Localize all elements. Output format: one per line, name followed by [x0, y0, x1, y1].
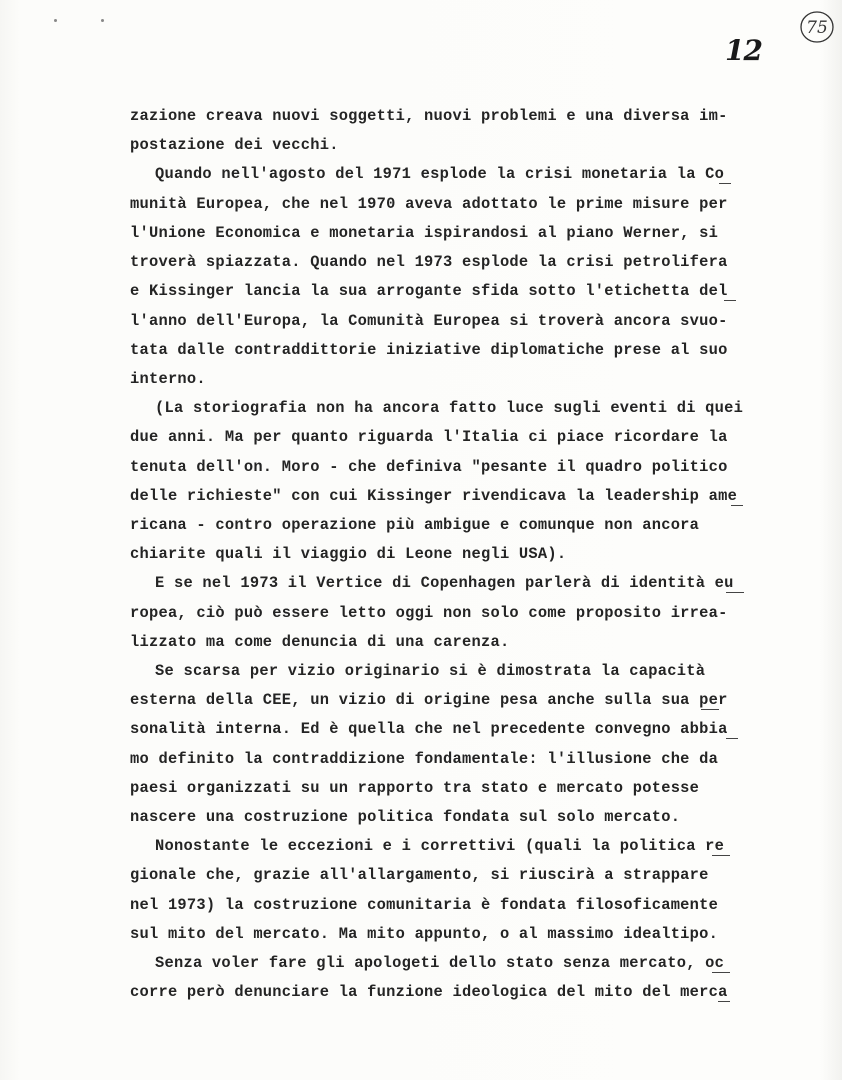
underline-mark: [712, 972, 730, 973]
text-line: troverà spiazzata. Quando nel 1973 esplode la crisi petrolifera: [130, 253, 728, 271]
text-line: postazione dei vecchi.: [130, 136, 339, 154]
scan-speck: [54, 19, 57, 22]
text-line: tenuta dell'on. Moro - che definiva "pesante il quadro politico: [130, 458, 728, 476]
text-line: chiarite quali il viaggio di Leone negli USA).: [130, 545, 567, 563]
underline-mark: [726, 592, 744, 593]
text-line: ropea, ciò può essere letto oggi non solo come proposito irrea-: [130, 604, 728, 622]
text-line: ricana - contro operazione più ambigue e comunque non ancora: [130, 516, 700, 534]
underline-mark: [712, 855, 730, 856]
text-line: sonalità interna. Ed è quella che nel precedente convegno abbia: [130, 720, 728, 738]
text-line: gionale che, grazie all'allargamento, si riuscirà a strappare: [130, 866, 709, 884]
text-line: Nonostante le eccezioni e i correttivi (quali la politica re: [155, 837, 725, 855]
underline-mark: [718, 1001, 730, 1002]
archive-stamp-circle: [798, 8, 836, 46]
text-line: nel 1973) la costruzione comunitaria è fondata filosoficamente: [130, 896, 719, 914]
underline-mark: [726, 738, 738, 739]
text-line: e Kissinger lancia la sua arrogante sfida sotto l'etichetta del: [130, 282, 728, 300]
text-line: l'anno dell'Europa, la Comunità Europea si troverà ancora svuo-: [130, 312, 728, 330]
underline-mark: [731, 505, 743, 506]
text-line: zazione creava nuovi soggetti, nuovi problemi e una diversa im-: [130, 107, 728, 125]
text-line: delle richieste" con cui Kissinger rivendicava la leadership ame: [130, 487, 738, 505]
text-line: (La storiografia non ha ancora fatto luce sugli eventi di quei: [155, 399, 744, 417]
scan-speck: [101, 19, 104, 22]
text-line: E se nel 1973 il Vertice di Copenhagen parlerà di identità eu: [155, 574, 734, 592]
text-line: Senza voler fare gli apologeti dello stato senza mercato, oc: [155, 954, 725, 972]
text-line: l'Unione Economica e monetaria ispirandosi al piano Werner, si: [130, 224, 719, 242]
page-number: 12: [725, 34, 762, 67]
text-line: sul mito del mercato. Ma mito appunto, o al massimo idealtipo.: [130, 925, 719, 943]
text-line: due anni. Ma per quanto riguarda l'Italia ci piace ricordare la: [130, 428, 728, 446]
underline-mark: [719, 183, 731, 184]
underline-mark: [701, 709, 719, 710]
text-line: Se scarsa per vizio originario si è dimostrata la capacità: [155, 662, 706, 680]
text-line: Quando nell'agosto del 1971 esplode la crisi monetaria la Co: [155, 165, 725, 183]
text-line: paesi organizzati su un rapporto tra stato e mercato potesse: [130, 779, 700, 797]
text-line: munità Europea, che nel 1970 aveva adottato le prime misure per: [130, 195, 728, 213]
text-line: esterna della CEE, un vizio di origine pesa anche sulla sua per: [130, 691, 728, 709]
underline-mark: [724, 300, 736, 301]
text-line: tata dalle contraddittorie iniziative diplomatiche prese al suo: [130, 341, 728, 359]
text-line: interno.: [130, 370, 206, 388]
text-line: lizzato ma come denuncia di una carenza.: [130, 633, 510, 651]
archive-stamp-number: 75: [806, 18, 828, 38]
text-line: nascere una costruzione politica fondata sul solo mercato.: [130, 808, 681, 826]
text-line: corre però denunciare la funzione ideologica del mito del merca: [130, 983, 728, 1001]
text-line: mo definito la contraddizione fondamentale: l'illusione che da: [130, 750, 719, 768]
